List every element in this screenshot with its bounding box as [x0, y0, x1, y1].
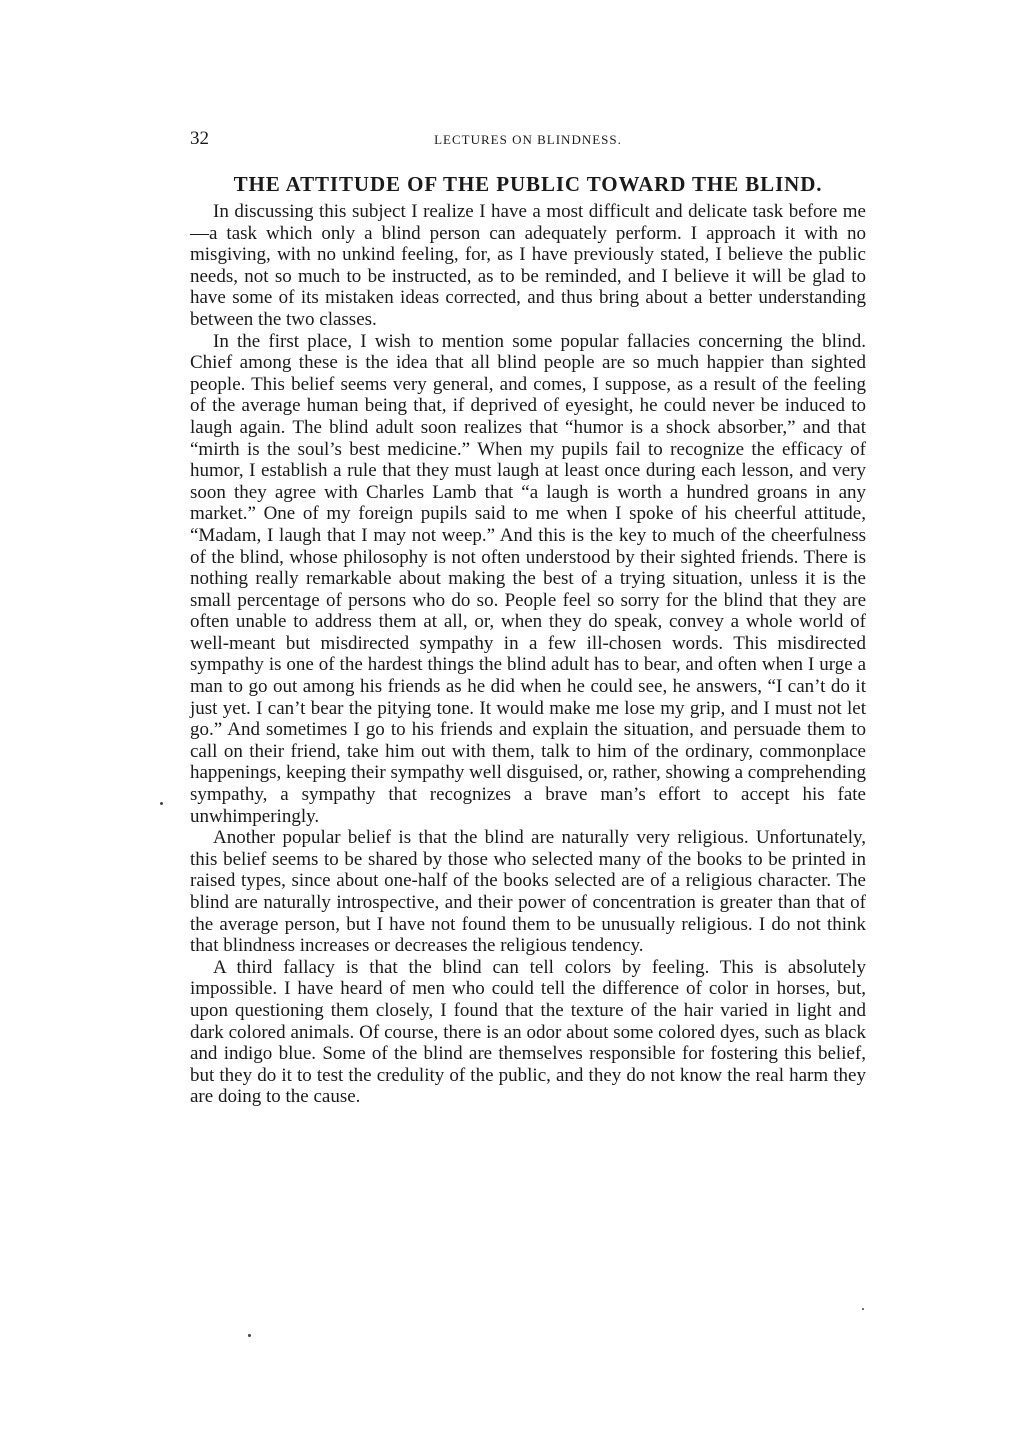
print-speck — [160, 802, 163, 805]
chapter-title: THE ATTITUDE OF THE PUBLIC TOWARD THE BLIND. — [233, 172, 823, 196]
paragraph-4: A third fallacy is that the blind can tell colors by feeling. This is absolutely impossible. I have heard of men who could tell the difference of color in horses, but, upon questioning them closely, I found that the texture of the hair varied in light and dark colored animals. Of course, there is an odor about some colored dyes, such as black and indigo blue. Some of the blind are themselves responsible for fostering this belief, but they do it to test the credulity of the public, and they do not know the real harm they are doing to the cause. — [190, 956, 866, 1108]
print-speck — [862, 1308, 864, 1310]
running-title: LECTURES ON BLINDNESS. — [434, 132, 622, 147]
running-head — [190, 128, 866, 158]
paragraph-1: In discussing this subject I realize I have a most difficult and delicate task before me—a task which only a blind person can adequately perform. I approach it with no misgiving, with no unkind feeling, for, as I have previously stated, I believe the public needs, not so much to be instructed, as to be reminded, and I believe it will be glad to have some of its mistaken ideas corrected, and thus bring about a better understanding between the two classes. — [190, 201, 866, 330]
page-number: 32 — [190, 128, 209, 149]
print-speck — [248, 1334, 251, 1337]
paragraph-2: In the first place, I wish to mention some popular fallacies concerning the blind. Chief among these is the idea that all blind people are so much happier than sighted people. This belief seems very general, and comes, I suppose, as a result of the feeling of the average human being that, if deprived of eyesight, he could never be induced to laugh again. The blind adult soon realizes that “humor is a shock absorber,” and that “mirth is the soul’s best medicine.” When my pupils fail to recognize the efficacy of humor, I establish a rule that they must laugh at least once during each lesson, and very soon they agree with Charles Lamb that “a laugh is worth a hundred groans in any market.” One of my foreign pupils said to me when I spoke of his cheerful attitude, “Madam, I laugh that I may not weep.” And this is the key to much of the cheerfulness of the blind, whose philosophy is not often understood by their sighted friends. There is nothing really remarkable about making the best of a trying situation, unless it is the small percentage of persons who do so. People feel so sorry for the blind that they are often unable to address them at all, or, when they do speak, convey a whole world of well-meant but misdirected sympathy in a few ill-chosen words. This misdirected sympathy is one of the hardest things the blind adult has to bear, and often when I urge a man to go out among his friends as he did when he could see, he answers, “I can’t do it just yet. I can’t bear the pitying tone. It would make me lose my grip, and I must not let go.” And sometimes I go to his friends and explain the situation, and persuade them to call on their friend, take him out with them, talk to him of the ordinary, commonplace happenings, keeping their sympathy well disguised, or, rather, showing a comprehending sympathy, a sympathy that recognizes a brave man’s effort to accept his fate unwhimperingly. — [190, 330, 866, 827]
book-page — [190, 128, 866, 1108]
paragraph-3: Another popular belief is that the blind are naturally very religious. Unfortunately, this belief seems to be shared by those who selected many of the books to be printed in raised types, since about one-half of the books selected are of a religious character. The blind are naturally introspective, and their power of concentration is greater than that of the average person, but I have not found them to be unusually religious. I do not think that blindness increases or decreases the religious tendency. — [190, 827, 866, 957]
